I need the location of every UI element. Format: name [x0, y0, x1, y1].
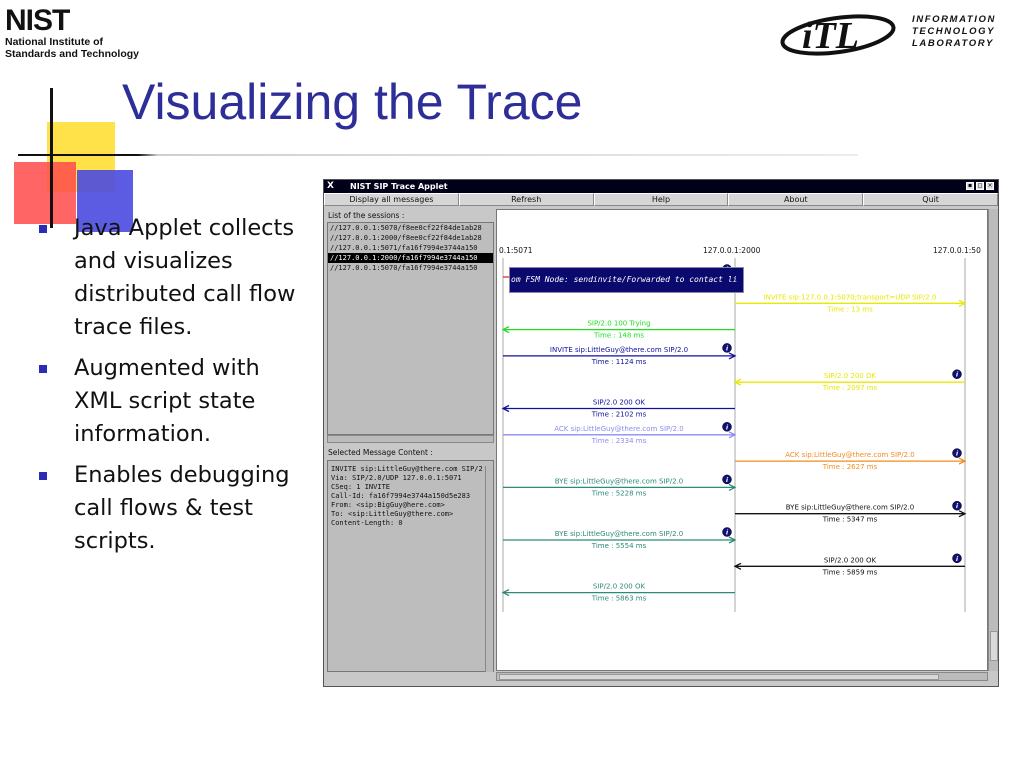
fsm-tooltip: om FSM Node: sendinvite/Forwarded to contact li [509, 267, 744, 293]
trace-canvas[interactable] [496, 209, 988, 671]
info-icon-glyph: i [955, 370, 959, 379]
itl-logo-letters: iTL [802, 15, 859, 57]
trace-vertical-scrollbar[interactable] [988, 209, 998, 671]
bullet-square-icon [39, 472, 47, 480]
message-time: Time : 148 ms [594, 331, 644, 340]
session-item[interactable]: //127.0.0.1:5071/fa16f7994e3744a150 [330, 244, 478, 252]
message-time: Time : 2097 ms [822, 384, 878, 393]
session-item[interactable]: //127.0.0.1:5070/f8ee0cf22f84de1ab28 [330, 224, 482, 232]
message-time: Time : 2627 ms [822, 463, 878, 472]
message-line: From: <sip:BigGuy@here.com> [331, 501, 445, 509]
message-line: INVITE sip:LittleGuy@there.com SIP/2 [331, 465, 483, 473]
trace-vertical-scroll-thumb[interactable] [990, 631, 998, 661]
quit-button[interactable]: Quit [863, 193, 998, 206]
trace-horizontal-scroll-thumb[interactable] [499, 674, 939, 680]
itl-logo-line-1: INFORMATION [912, 14, 996, 25]
applet-menubar [324, 193, 998, 207]
close-icon[interactable]: × [987, 182, 993, 189]
info-icon-glyph: i [725, 423, 729, 432]
deco-vertical-rule [50, 88, 53, 228]
bullet-text: Enables debugging call flows & test scripts. [74, 462, 290, 554]
message-line: CSeq: 1 INVITE [331, 483, 391, 491]
message-label: BYE sip:LittleGuy@there.com SIP/2.0 [785, 503, 915, 512]
message-label: SIP/2.0 200 OK [592, 582, 646, 591]
message-time: Time : 2334 ms [591, 436, 647, 445]
maximize-icon[interactable]: ◻ [977, 182, 983, 189]
sessions-horizontal-scrollbar[interactable] [327, 435, 494, 443]
message-vertical-scrollbar[interactable] [485, 466, 493, 672]
applet-titlebar[interactable] [324, 180, 998, 193]
deco-horizontal-rule [18, 154, 858, 156]
sessions-label: List of the sessions : [328, 211, 405, 220]
page-title: Visualizing the Trace [122, 74, 583, 130]
message-line: Call-Id: fa16f7994e3744a150d5e283 [331, 492, 471, 500]
itl-logo-line-2: TECHNOLOGY [912, 26, 996, 37]
message-line: Via: SIP/2.0/UDP 127.0.0.1:5071 [331, 474, 462, 482]
itl-logo-mark [780, 10, 902, 58]
message-content-label: Selected Message Content : [328, 448, 433, 457]
info-icon-glyph: i [955, 502, 959, 511]
applet-title: NIST SIP Trace Applet [350, 182, 448, 191]
session-item-selected[interactable]: //127.0.0.1:2000/fa16f7994e3744a150 [328, 253, 493, 263]
nist-logo [5, 6, 165, 64]
trace-horizontal-scrollbar[interactable] [496, 672, 988, 681]
refresh-button[interactable]: Refresh [459, 193, 594, 206]
message-label: ACK sip:LittleGuy@there.com SIP/2.0 [554, 424, 684, 433]
info-icon-glyph: i [725, 475, 729, 484]
bullet-item [36, 212, 301, 344]
bullet-list [36, 212, 301, 566]
message-label: INVITE sip:LittleGuy@there.com SIP/2.0 [549, 345, 689, 354]
bullet-item [36, 352, 301, 451]
message-label: ACK sip:LittleGuy@there.com SIP/2.0 [785, 451, 915, 460]
nist-logo-line-1: National Institute of [5, 36, 103, 48]
itl-logo-line-3: LABORATORY [912, 38, 994, 49]
message-content-panel[interactable] [327, 460, 494, 672]
x-window-icon: X [327, 181, 334, 191]
message-label: INVITE sip:127.0.0.1:5070;transport=UDP SIP/2.0 [763, 293, 937, 302]
itl-logo-text [912, 14, 996, 50]
message-label: SIP/2.0 200 OK [823, 556, 877, 565]
message-line: Content-Length: 0 [331, 519, 403, 527]
sessions-list[interactable] [327, 222, 494, 435]
session-item[interactable]: //127.0.0.1:2000/f8ee0cf22f84de1ab28 [330, 234, 482, 242]
itl-logo [780, 10, 1020, 58]
message-time: Time : 1124 ms [591, 357, 647, 366]
message-time: Time : 13 ms [827, 305, 873, 314]
message-label: SIP/2.0 100 Trying [587, 319, 651, 328]
display-all-messages-button[interactable]: Display all messages [324, 193, 459, 206]
message-label: BYE sip:LittleGuy@there.com SIP/2.0 [554, 530, 684, 538]
nist-logo-line-2: Standards and Technology [5, 48, 139, 60]
minimize-icon[interactable]: ▪ [967, 182, 973, 189]
message-time: Time : 5228 ms [591, 489, 647, 498]
applet-window [323, 179, 999, 687]
message-time: Time : 5859 ms [822, 568, 878, 577]
message-time: Time : 5554 ms [591, 542, 647, 550]
about-button[interactable]: About [728, 193, 863, 206]
nist-logo-text [5, 36, 165, 60]
nist-logo-mark: NIST [5, 4, 70, 37]
message-label: SIP/2.0 200 OK [823, 372, 877, 381]
bullet-text: Java Applet collects and visualizes distributed call flow trace files. [74, 215, 296, 340]
info-icon-glyph: i [955, 449, 959, 458]
bullet-square-icon [39, 365, 47, 373]
host-label: 127.0.0.1:2000 [703, 246, 761, 255]
info-icon-glyph: i [725, 528, 729, 537]
help-button[interactable]: Help [594, 193, 729, 206]
bullet-text: Augmented with XML script state information. [74, 355, 260, 447]
message-label: BYE sip:LittleGuy@there.com SIP/2.0 [554, 477, 684, 486]
session-item[interactable]: //127.0.0.1:5070/fa16f7994e3744a150 [330, 264, 478, 272]
info-icon-glyph: i [955, 554, 959, 563]
message-label: SIP/2.0 200 OK [592, 398, 646, 407]
info-icon-glyph: i [725, 344, 729, 353]
bullet-item [36, 459, 301, 558]
host-label: 127.0.0.1:50 [933, 246, 981, 255]
bullet-square-icon [39, 225, 47, 233]
message-line: To: <sip:LittleGuy@there.com> [331, 510, 454, 518]
host-label: 0.1:5071 [499, 246, 533, 255]
message-time: Time : 5863 ms [591, 594, 647, 603]
message-time: Time : 2102 ms [591, 410, 647, 419]
message-time: Time : 5347 ms [822, 515, 878, 524]
